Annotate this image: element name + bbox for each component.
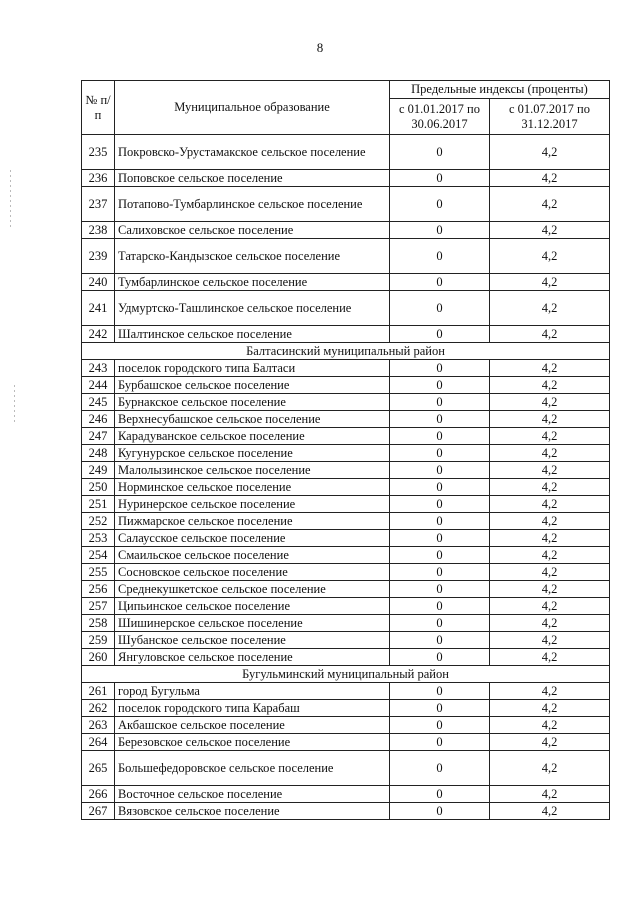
row-number: 266: [82, 786, 115, 803]
municipality-name: Смаильское сельское поселение: [115, 547, 390, 564]
index-period-1: 0: [390, 615, 490, 632]
table-row: [82, 135, 610, 170]
table-row: [82, 803, 610, 820]
row-number: 245: [82, 394, 115, 411]
index-period-1: 0: [390, 751, 490, 786]
index-period-2: 4,2: [490, 135, 610, 170]
municipality-name: Покровско-Урустамакское сельское поселение: [115, 135, 390, 170]
municipality-name: Среднекушкетское сельское поселение: [115, 581, 390, 598]
table-row: [82, 170, 610, 187]
table-row: [82, 291, 610, 326]
table-row: [82, 445, 610, 462]
index-period-1: 0: [390, 632, 490, 649]
index-period-2: 4,2: [490, 530, 610, 547]
table-row: [82, 598, 610, 615]
table-row: [82, 360, 610, 377]
table-row: [82, 394, 610, 411]
municipality-name: Большефедоровское сельское поселение: [115, 751, 390, 786]
index-period-1: 0: [390, 291, 490, 326]
table-row: [82, 479, 610, 496]
index-period-2: 4,2: [490, 428, 610, 445]
row-number: 243: [82, 360, 115, 377]
municipality-name: Янгуловское сельское поселение: [115, 649, 390, 666]
municipality-name: Норминское сельское поселение: [115, 479, 390, 496]
district-name: Балтасинский муниципальный район: [82, 343, 610, 360]
row-number: 235: [82, 135, 115, 170]
row-number: 261: [82, 683, 115, 700]
municipality-name: Потапово-Тумбарлинское сельское поселение: [115, 187, 390, 222]
municipality-name: Удмуртско-Ташлинское сельское поселение: [115, 291, 390, 326]
index-period-1: 0: [390, 170, 490, 187]
index-period-1: 0: [390, 547, 490, 564]
municipality-name: Нуринерское сельское поселение: [115, 496, 390, 513]
index-period-2: 4,2: [490, 496, 610, 513]
row-number: 262: [82, 700, 115, 717]
row-number: 267: [82, 803, 115, 820]
index-period-2: 4,2: [490, 222, 610, 239]
row-number: 254: [82, 547, 115, 564]
row-number: 236: [82, 170, 115, 187]
table-row: [82, 274, 610, 291]
municipality-name: Шалтинское сельское поселение: [115, 326, 390, 343]
index-period-1: 0: [390, 239, 490, 274]
index-period-2: 4,2: [490, 291, 610, 326]
index-period-1: 0: [390, 428, 490, 445]
row-number: 253: [82, 530, 115, 547]
index-period-1: 0: [390, 135, 490, 170]
municipality-name: Верхнесубашское сельское поселение: [115, 411, 390, 428]
table-row: [82, 615, 610, 632]
municipality-name: Поповское сельское поселение: [115, 170, 390, 187]
row-number: 260: [82, 649, 115, 666]
municipality-name: Тумбарлинское сельское поселение: [115, 274, 390, 291]
tariff-index-table: [81, 80, 610, 820]
row-number: 237: [82, 187, 115, 222]
municipality-name: Пижмарское сельское поселение: [115, 513, 390, 530]
column-header-period-2: с 01.07.2017 по 31.12.2017: [490, 99, 610, 135]
row-number: 239: [82, 239, 115, 274]
table-row: [82, 377, 610, 394]
page-number: 8: [316, 40, 324, 55]
index-period-2: 4,2: [490, 683, 610, 700]
column-header-period-1: с 01.01.2017 по 30.06.2017: [390, 99, 490, 135]
row-number: 265: [82, 751, 115, 786]
table-row: [82, 751, 610, 786]
row-number: 248: [82, 445, 115, 462]
index-period-1: 0: [390, 462, 490, 479]
row-number: 251: [82, 496, 115, 513]
index-period-2: 4,2: [490, 360, 610, 377]
table-body: [82, 135, 610, 820]
row-number: 252: [82, 513, 115, 530]
municipality-name: Бурбашское сельское поселение: [115, 377, 390, 394]
index-period-2: 4,2: [490, 564, 610, 581]
index-period-1: 0: [390, 411, 490, 428]
row-number: 241: [82, 291, 115, 326]
index-period-2: 4,2: [490, 462, 610, 479]
table-row: [82, 649, 610, 666]
index-period-1: 0: [390, 786, 490, 803]
table-row: [82, 734, 610, 751]
table-row: [82, 462, 610, 479]
table-row: [82, 411, 610, 428]
index-period-2: 4,2: [490, 377, 610, 394]
district-header-row: [82, 666, 610, 683]
index-period-1: 0: [390, 496, 490, 513]
table-row: [82, 683, 610, 700]
index-period-1: 0: [390, 394, 490, 411]
municipality-name: поселок городского типа Карабаш: [115, 700, 390, 717]
municipality-name: Вязовское сельское поселение: [115, 803, 390, 820]
index-period-1: 0: [390, 649, 490, 666]
index-period-2: 4,2: [490, 513, 610, 530]
margin-scan-mark: [14, 385, 15, 425]
municipality-name: Салиховское сельское поселение: [115, 222, 390, 239]
index-period-2: 4,2: [490, 411, 610, 428]
index-period-2: 4,2: [490, 445, 610, 462]
index-period-2: 4,2: [490, 786, 610, 803]
index-period-2: 4,2: [490, 187, 610, 222]
index-period-2: 4,2: [490, 598, 610, 615]
index-period-2: 4,2: [490, 547, 610, 564]
row-number: 246: [82, 411, 115, 428]
index-period-1: 0: [390, 734, 490, 751]
index-period-2: 4,2: [490, 581, 610, 598]
table-row: [82, 632, 610, 649]
district-header-row: [82, 343, 610, 360]
row-number: 259: [82, 632, 115, 649]
table-row: [82, 547, 610, 564]
index-period-1: 0: [390, 564, 490, 581]
index-period-2: 4,2: [490, 751, 610, 786]
index-period-2: 4,2: [490, 632, 610, 649]
margin-scan-mark: [10, 170, 11, 230]
index-period-1: 0: [390, 326, 490, 343]
table-row: [82, 700, 610, 717]
table-row: [82, 496, 610, 513]
table-row: [82, 428, 610, 445]
column-header-municipality: Муниципальное образование: [115, 81, 390, 135]
column-header-index-group: Предельные индексы (проценты): [390, 81, 610, 99]
municipality-name: Восточное сельское поселение: [115, 786, 390, 803]
index-period-2: 4,2: [490, 274, 610, 291]
row-number: 240: [82, 274, 115, 291]
index-period-2: 4,2: [490, 239, 610, 274]
row-number: 256: [82, 581, 115, 598]
index-period-1: 0: [390, 700, 490, 717]
row-number: 249: [82, 462, 115, 479]
index-period-1: 0: [390, 222, 490, 239]
index-period-2: 4,2: [490, 734, 610, 751]
index-period-1: 0: [390, 803, 490, 820]
row-number: 263: [82, 717, 115, 734]
index-period-1: 0: [390, 377, 490, 394]
municipality-name: Акбашское сельское поселение: [115, 717, 390, 734]
municipality-name: Ципьинское сельское поселение: [115, 598, 390, 615]
index-period-2: 4,2: [490, 717, 610, 734]
table-row: [82, 187, 610, 222]
table-row: [82, 717, 610, 734]
index-period-1: 0: [390, 187, 490, 222]
table-row: [82, 564, 610, 581]
index-period-1: 0: [390, 683, 490, 700]
index-period-1: 0: [390, 513, 490, 530]
row-number: 242: [82, 326, 115, 343]
municipality-name: Карадуванское сельское поселение: [115, 428, 390, 445]
index-period-2: 4,2: [490, 479, 610, 496]
index-period-2: 4,2: [490, 649, 610, 666]
index-period-1: 0: [390, 360, 490, 377]
table-row: [82, 530, 610, 547]
table-row: [82, 326, 610, 343]
table-row: [82, 513, 610, 530]
municipality-name: Татарско-Кандызское сельское поселение: [115, 239, 390, 274]
index-period-2: 4,2: [490, 700, 610, 717]
row-number: 250: [82, 479, 115, 496]
row-number: 255: [82, 564, 115, 581]
index-period-1: 0: [390, 598, 490, 615]
index-period-1: 0: [390, 581, 490, 598]
row-number: 257: [82, 598, 115, 615]
municipality-name: Сосновское сельское поселение: [115, 564, 390, 581]
municipality-name: Шишинерское сельское поселение: [115, 615, 390, 632]
index-period-2: 4,2: [490, 170, 610, 187]
index-period-1: 0: [390, 479, 490, 496]
municipality-name: Березовское сельское поселение: [115, 734, 390, 751]
municipality-name: Шубанское сельское поселение: [115, 632, 390, 649]
index-period-1: 0: [390, 717, 490, 734]
index-period-2: 4,2: [490, 394, 610, 411]
row-number: 238: [82, 222, 115, 239]
municipality-name: Кугунурское сельское поселение: [115, 445, 390, 462]
index-period-1: 0: [390, 274, 490, 291]
municipality-name: Салаусское сельское поселение: [115, 530, 390, 547]
table-row: [82, 239, 610, 274]
row-number: 244: [82, 377, 115, 394]
index-period-1: 0: [390, 445, 490, 462]
municipality-name: Бурнакское сельское поселение: [115, 394, 390, 411]
district-name: Бугульминский муниципальный район: [82, 666, 610, 683]
table-row: [82, 581, 610, 598]
row-number: 258: [82, 615, 115, 632]
row-number: 247: [82, 428, 115, 445]
municipality-name: Малолызинское сельское поселение: [115, 462, 390, 479]
municipality-name: город Бугульма: [115, 683, 390, 700]
column-header-number: № п/п: [82, 81, 115, 135]
municipality-name: поселок городского типа Балтаси: [115, 360, 390, 377]
table-row: [82, 222, 610, 239]
index-period-2: 4,2: [490, 803, 610, 820]
table-row: [82, 786, 610, 803]
row-number: 264: [82, 734, 115, 751]
index-period-2: 4,2: [490, 326, 610, 343]
index-period-2: 4,2: [490, 615, 610, 632]
index-period-1: 0: [390, 530, 490, 547]
